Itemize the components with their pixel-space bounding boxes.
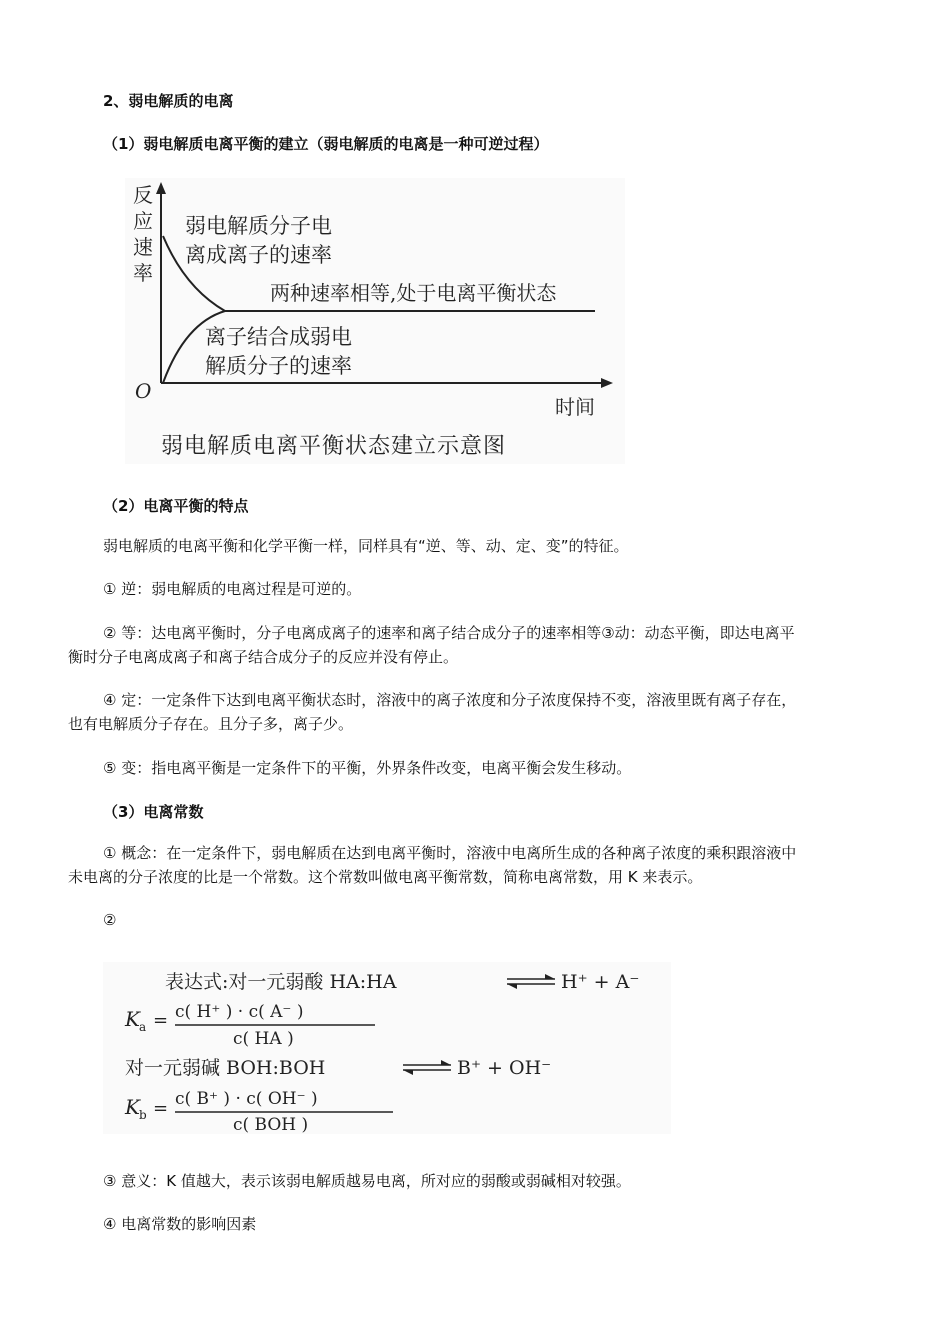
feature-point-4-line-2: 也有电解质分子存在。且分子多，离子少。 <box>68 715 354 733</box>
x-axis-arrow-icon <box>601 378 613 388</box>
feature-point-4-line-1: ④ 定：一定条件下达到电离平衡状态时，溶液中的离子浓度和分子浓度保持不变，溶液里既有离子存在， <box>103 691 797 709</box>
origin-label: O <box>135 379 152 403</box>
section-title: 2、弱电解质的电离 <box>103 92 234 110</box>
feature-point-2-line-1: ② 等：达电离平衡时，分子电离成离子的速率和离子结合成分子的速率相等③动：动态平衡，即达电离平 <box>103 624 795 642</box>
meaning-paragraph: ③ 意义：K 值越大，表示该弱电解质越易电离，所对应的弱酸或弱碱相对较强。 <box>103 1172 631 1190</box>
subsection-title-1: （1）弱电解质电离平衡的建立（弱电解质的电离是一种可逆过程） <box>103 135 549 153</box>
acid-products: H⁺ + A⁻ <box>561 971 640 993</box>
feature-point-1: ① 逆：弱电解质的电离过程是可逆的。 <box>103 580 362 598</box>
concept-line-1: ① 概念：在一定条件下，弱电解质在达到电离平衡时，溶液中电离所生成的各种离子浓度的乘积跟溶液中 <box>103 844 797 862</box>
x-axis-label: 时间 <box>555 395 595 419</box>
y-axis-label-char: 率 <box>133 261 153 285</box>
kb-denominator: c( BOH ) <box>233 1115 309 1134</box>
ionization-constant-figure <box>103 962 671 1134</box>
ka-symbol: K <box>125 1007 140 1031</box>
equals-sign: = <box>153 1098 169 1119</box>
feature-point-2-line-2: 衡时分子电离成离子和离子结合成分子的反应并没有停止。 <box>68 648 459 666</box>
factors-heading: ④ 电离常数的影响因素 <box>103 1215 257 1233</box>
equilibrium-label: 两种速率相等,处于电离平衡状态 <box>270 281 557 305</box>
lower-curve-label: 解质分子的速率 <box>205 354 352 378</box>
figure-caption: 弱电解质电离平衡状态建立示意图 <box>161 434 507 459</box>
equilibrium-figure <box>125 178 625 464</box>
base-expression-label: 对一元弱碱 BOH:BOH <box>125 1057 326 1079</box>
intro-paragraph: 弱电解质的电离平衡和化学平衡一样，同样具有“逆、等、动、定、变”的特征。 <box>103 537 629 555</box>
circle-number-2: ② <box>103 911 117 929</box>
lower-curve-label: 离子结合成弱电 <box>205 325 352 349</box>
subsection-title-3: （3）电离常数 <box>103 803 204 821</box>
ka-numerator: c( H⁺ ) · c( A⁻ ) <box>175 1002 304 1022</box>
acid-expression-label: 表达式:对一元弱酸 HA:HA <box>165 971 397 993</box>
y-axis-label-char: 速 <box>133 235 153 259</box>
y-axis-arrow-icon <box>156 182 166 194</box>
equals-sign: = <box>153 1010 169 1031</box>
feature-point-5: ⑤ 变：指电离平衡是一定条件下的平衡，外界条件改变，电离平衡会发生移动。 <box>103 759 632 777</box>
subsection-title-2: （2）电离平衡的特点 <box>103 497 249 515</box>
upper-curve-label: 离成离子的速率 <box>185 243 332 267</box>
base-products: B⁺ + OH⁻ <box>457 1057 552 1079</box>
y-axis-label-char: 应 <box>133 209 153 233</box>
ka-subscript: a <box>139 1020 147 1034</box>
kb-symbol: K <box>125 1095 140 1119</box>
kb-subscript: b <box>139 1108 147 1122</box>
upper-curve-label: 弱电解质分子电 <box>185 214 332 238</box>
ka-denominator: c( HA ) <box>233 1029 294 1049</box>
y-axis-label-char: 反 <box>133 183 153 207</box>
concept-line-2: 未电离的分子浓度的比是一个常数。这个常数叫做电离平衡常数，简称电离常数，用 K 来表示。 <box>68 868 703 886</box>
kb-numerator: c( B⁺ ) · c( OH⁻ ) <box>175 1089 318 1109</box>
